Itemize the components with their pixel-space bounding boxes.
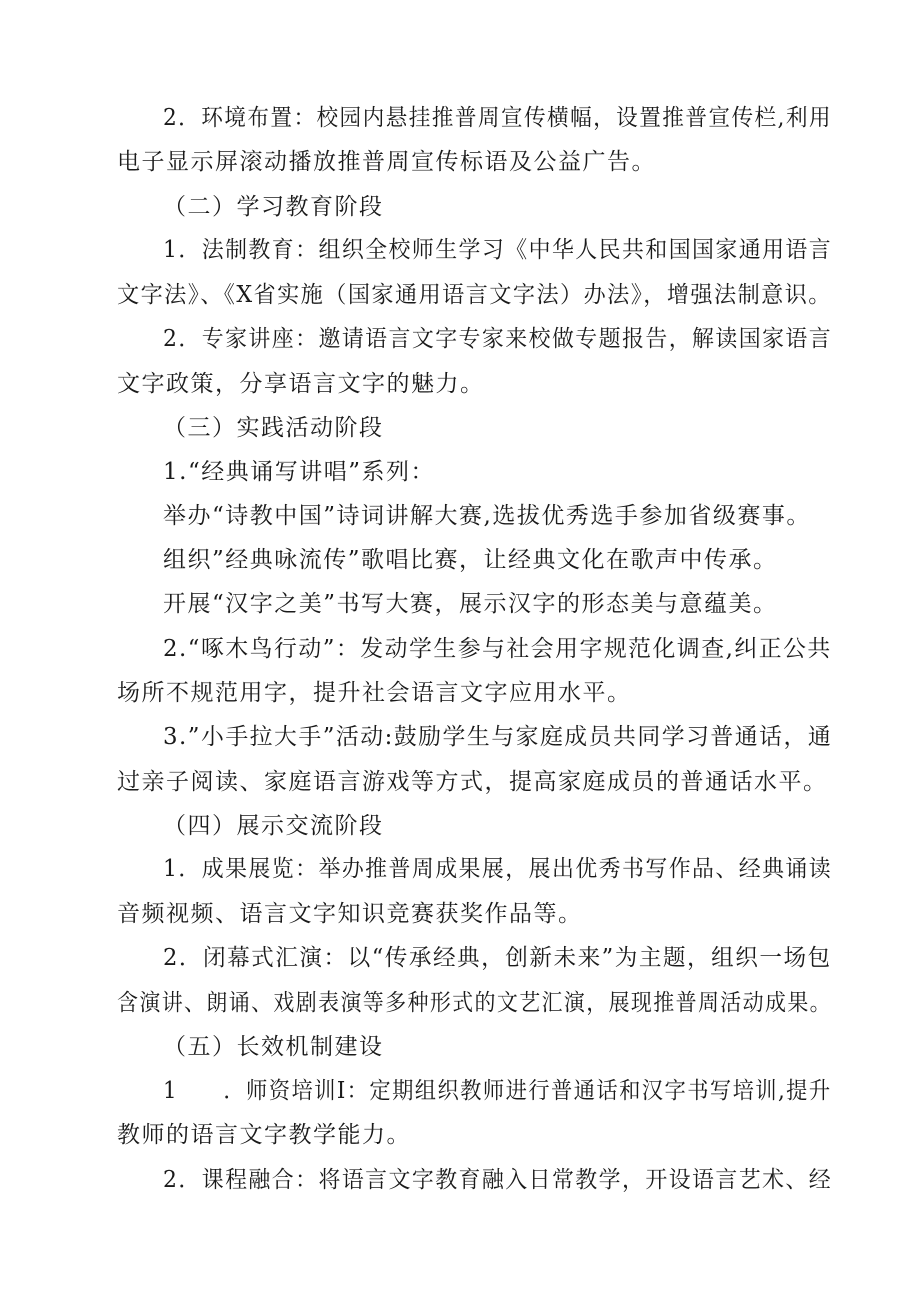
paragraph-line-lecture-1: 2．专家讲座：邀请语言文字专家来校做专题报告，解读国家语言 [163,326,833,352]
section-heading-4: （四）展示交流阶段 [163,813,384,839]
paragraph-line-teacher-training-2: 教师的语言文字教学能力。 [117,1122,411,1148]
section-heading-2: （二）学习教育阶段 [163,194,384,220]
paragraph-line-environment-1: 2．环境布置：校园内悬挂推普周宣传横幅，设置推普宣传栏,利用 [163,105,832,131]
paragraph-line-lecture-2: 文字政策，分享语言文字的魅力。 [117,371,485,397]
paragraph-line-woodpecker-1: 2.“啄木鸟行动”：发动学生参与社会用字规范化调查,纠正公共 [163,636,832,662]
section-heading-3: （三）实践活动阶段 [163,415,384,441]
paragraph-line-woodpecker-2: 场所不规范用字，提升社会语言文字应用水平。 [117,680,632,706]
paragraph-line-writing-contest: 开展“汉字之美”书写大赛，展示汉字的形态美与意蕴美。 [163,591,778,617]
paragraph-line-hand-in-hand-2: 过亲子阅读、家庭语言游戏等方式，提高家庭成员的普通话水平。 [117,769,828,795]
paragraph-line-hand-in-hand-1: 3.”小手拉大手”活动:鼓励学生与家庭成员共同学习普通话，通 [163,724,833,750]
section-heading-5: （五）长效机制建设 [163,1034,384,1060]
paragraph-line-classics-title: 1.“经典诵写讲唱”系列： [163,459,435,485]
paragraph-line-poetry-contest: 举办“诗教中国”诗词讲解大赛,选拔优秀选手参加省级赛事。 [163,503,811,529]
paragraph-line-exhibition-2: 音频视频、语言文字知识竞赛获奖作品等。 [117,901,583,927]
paragraph-line-closing-show-2: 含演讲、朗诵、戏剧表演等多种形式的文艺汇演，展现推普周活动成果。 [117,990,832,1016]
paragraph-line-singing-contest: 组织”经典咏流传”歌唱比赛，让经典文化在歌声中传承。 [163,547,778,573]
paragraph-line-curriculum-1: 2．课程融合：将语言文字教育融入日常教学，开设语言艺术、经 [163,1167,833,1193]
paragraph-line-legal-2: 文字法》、《X省实施（国家通用语言文字法）办法》，增强法制意识。 [117,282,832,308]
paragraph-line-exhibition-1: 1．成果展览：举办推普周成果展，展出优秀书写作品、经典诵读 [163,856,833,882]
paragraph-line-teacher-training-1: 1 ．师资培训I：定期组织教师进行普通话和汉字书写培训,提升 [163,1078,832,1104]
paragraph-line-closing-show-1: 2．闭幕式汇演：以“传承经典，创新未来”为主题，组织一场包 [163,945,832,971]
paragraph-line-legal-1: 1．法制教育：组织全校师生学习《中华人民共和国国家通用语言 [163,237,833,263]
paragraph-line-environment-2: 电子显示屏滚动播放推普周宣传标语及公益广告。 [117,149,656,175]
